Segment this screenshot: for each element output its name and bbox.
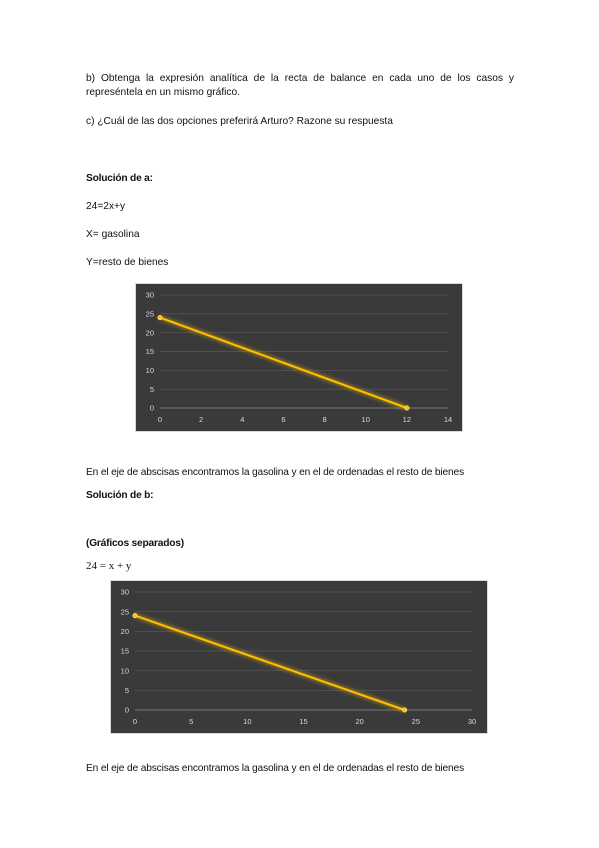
y-tick-label: 5 — [124, 685, 129, 695]
question-b: b) Obtenga la expresión analítica de la recta de balance en cada uno de los casos y represéntela en un mismo gráfico. — [86, 73, 514, 98]
x-tick-label: 30 — [467, 717, 477, 726]
x-tick-label: 20 — [355, 717, 364, 726]
y-tick-label: 10 — [145, 365, 154, 375]
caption-chart-b: En el eje de abscisas encontramos la gasolina y en el de ordenadas el resto de bienes — [86, 763, 465, 774]
x-tick-label: 12 — [402, 415, 412, 424]
chart-a-svg — [136, 284, 462, 431]
x-tick-label: 0 — [132, 717, 138, 726]
y-tick-label: 10 — [120, 666, 129, 676]
data-point — [405, 406, 409, 410]
data-point — [158, 315, 162, 319]
heading-solution-b: Solución de b: — [86, 490, 154, 501]
y-tick-label: 15 — [120, 646, 129, 656]
x-tick-label: 10 — [243, 717, 252, 726]
x-tick-label: 5 — [189, 717, 194, 726]
x-tick-label: 15 — [299, 717, 308, 726]
y-tick-label: 20 — [120, 626, 129, 636]
x-tick-label: 10 — [361, 415, 370, 424]
data-point — [133, 613, 137, 617]
x-tick-label: 25 — [411, 717, 421, 726]
y-tick-label: 5 — [149, 384, 154, 394]
budget-line-chart-a — [135, 283, 463, 432]
y-tick-label: 30 — [145, 290, 154, 300]
y-tick-label: 15 — [145, 347, 154, 357]
x-tick-label: 0 — [157, 415, 163, 424]
x-tick-label: 14 — [443, 415, 453, 424]
x-tick-label: 2 — [199, 415, 204, 424]
y-tick-label: 20 — [145, 328, 154, 338]
subheading-separate-charts: (Gráficos separados) — [86, 538, 184, 549]
equation-a: 24=2x+y — [86, 201, 126, 212]
budget-line-series — [135, 616, 405, 710]
y-tick-label: 25 — [145, 309, 154, 319]
definition-y: Y=resto de bienes — [86, 257, 169, 268]
budget-line-chart-b — [110, 580, 488, 734]
y-tick-label: 25 — [120, 607, 129, 617]
budget-line-series — [160, 318, 407, 408]
y-tick-label: 30 — [120, 587, 129, 597]
chart-b-svg — [111, 581, 487, 733]
definition-x: X= gasolina — [86, 229, 140, 240]
y-tick-label: 0 — [124, 705, 129, 715]
data-point — [402, 708, 406, 712]
x-tick-label: 8 — [322, 415, 327, 424]
caption-chart-a: En el eje de abscisas encontramos la gasolina y en el de ordenadas el resto de bienes — [86, 467, 465, 478]
x-tick-label: 4 — [240, 415, 245, 424]
equation-b: 24 = x + y — [86, 560, 132, 572]
question-c: c) ¿Cuál de las dos opciones preferirá Arturo? Razone su respuesta — [86, 116, 393, 127]
heading-solution-a: Solución de a: — [86, 173, 153, 184]
x-tick-label: 6 — [281, 415, 286, 424]
y-tick-label: 0 — [149, 403, 154, 413]
